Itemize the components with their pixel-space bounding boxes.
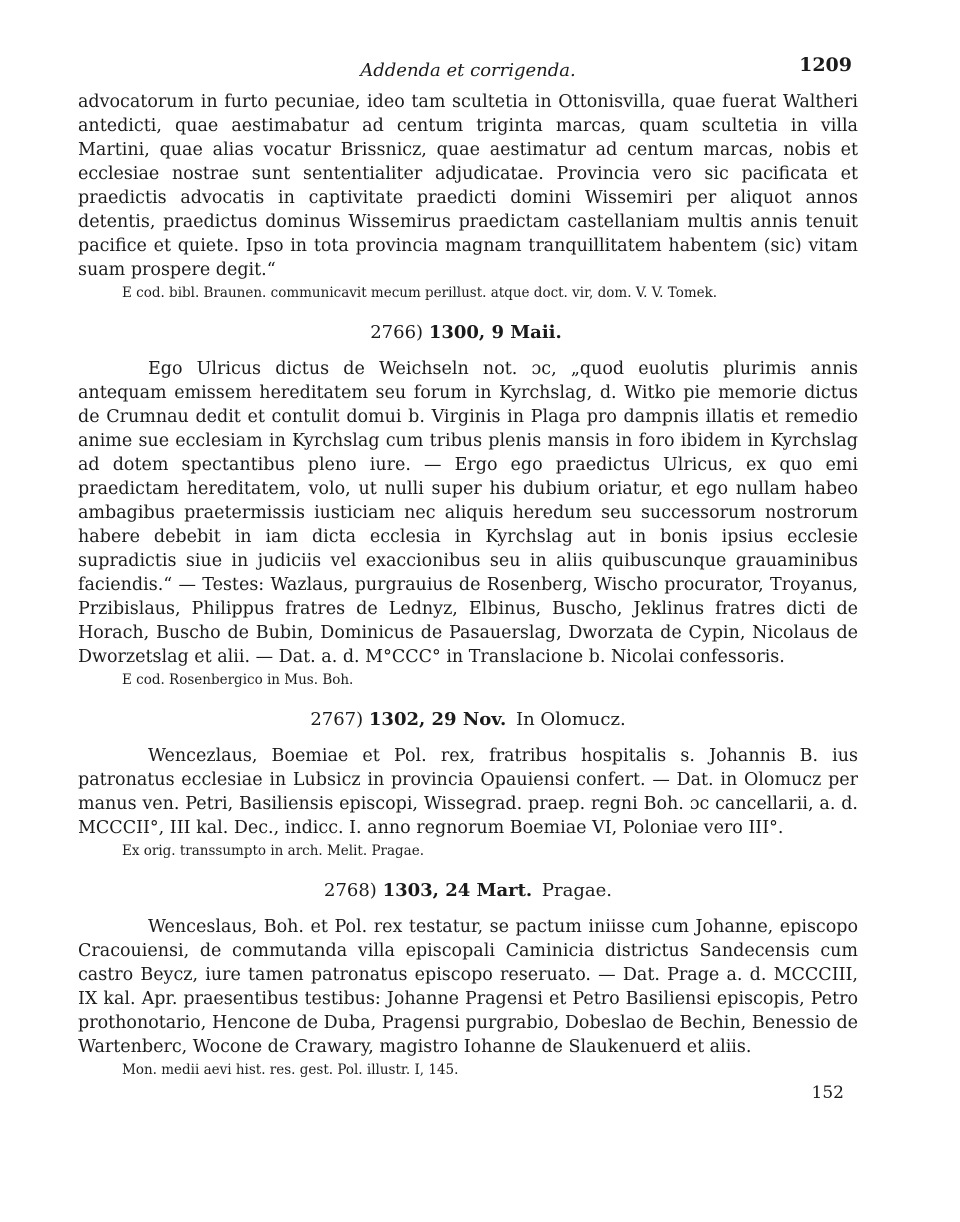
document-source-note: Ex orig. transsumpto in arch. Melit. Pragae. [122, 843, 424, 859]
document-text: Ego Ulricus dictus de Weichseln not. ɔc, „quod euolutis plurimis annis antequam emissem hereditatem seu forum in Kyrchslag, d. Witko pie memorie dictus de Crumnau dedit et contulit domui b. Virginis in Plaga pro dampnis illatis et remedio anime sue ecclesiam in Kyrchslag cum tribus plenis mansis in foro ibidem in Kyrchslag ad dotem spectantibus pleno iure. — Ergo ego praedictus Ulricus, ex quo emi praedictam hereditatem, volo, ut nulli super his dubium oriatur, et ego nullam habeo ambagibus praetermissis iusticiam nec aliquis heredum seu successorum nostrorum habere debebit in iam dicta ecclesia in Kyrchslag aut in bonis ipsius ecclesie supradictis siue in judiciis vel exaccionibus seu in aliis quibuscunque grauaminibus faciendis.“ — Testes: Wazlaus, purgrauius de Rosenberg, Wischo procurator, Troyanus, Przibislaus, Philippus fratres de Lednyz, Elbinus, Buscho, Jeklinus fratres dicti de Horach, Buscho de Bubin, Dominicus de Pasauerslag, Dworzata de Cypin, Nicolaus de Dworzetslag et alii. — Dat. a. d. M°CCC° in Translacione b. Nicolai confessoris. [78, 359, 858, 667]
document-date: 1300, 9 Maii. [428, 322, 562, 343]
document-place: Pragae. [541, 880, 612, 901]
document-number: 2768) [324, 880, 377, 901]
document-source-note: E cod. Rosenbergico in Mus. Boh. [122, 672, 354, 688]
running-title: Addenda et corrigenda. [360, 60, 576, 81]
intro-paragraph: advocatorum in furto pecuniae, ideo tam scultetia in Ottonisvilla, quae fuerat Waltheri antedicti, quae aestimabatur ad centum triginta marcas, quam scultetia in villa Martini, quae alias vocatur Brissnicz, quae aestimatur ad centum marcas, nobis et ecclesiae nostrae sunt sententialiter adjudicatae. Provincia vero sic pacificata et praedictis advocatis in captivitate praedicti domini Wissemiri per aliquot annos detentis, praedictus dominus Wissemirus praedictam castellaniam multis annis tenuit pacifice et quiete. Ipso in tota provincia magnam tranquillitatem habentem (sic) vitam suam prospere degit.“ [78, 92, 858, 280]
document-heading [78, 321, 858, 345]
running-head [78, 50, 858, 86]
document-heading [78, 708, 858, 732]
document-number: 2767) [310, 709, 364, 730]
document-number: 2766) [370, 322, 424, 343]
document-place: In Olomucz. [515, 709, 626, 730]
document-entry [78, 879, 858, 1080]
document-entry [78, 321, 858, 690]
document-entry [78, 708, 858, 861]
document-text: Wencezlaus, Boemiae et Pol. rex, fratribus hospitalis s. Johannis B. ius patronatus ecclesiae in Lubsicz in provincia Opauiensi confert. — Dat. in Olomucz per manus ven. Petri, Basiliensis episcopi, Wissegrad. praep. regni Boh. ɔc cancellarii, a. d. MCCCII°, III kal. Dec., indicc. I. anno regnorum Boemiae VI, Poloniae vero III°. [78, 746, 858, 838]
document-text: Wenceslaus, Boh. et Pol. rex testatur, se pactum iniisse cum Johanne, episcopo Cracouiensi, de commutanda villa episcopali Caminicia districtus Sandecensis cum castro Beycz, iure tamen patronatus episcopo reseruato. — Dat. Prage a. d. MCCCIII, IX kal. Apr. praesentibus testibus: Johanne Pragensi et Petro Basiliensi episcopis, Petro prothonotario, Hencone de Duba, Pragensi purgrabio, Dobeslao de Bechin, Benessio de Wartenberc, Wocone de Crawary, magistro Iohanne de Slaukenuerd et aliis. [78, 917, 858, 1057]
intro-source-note: E cod. bibl. Braunen. communicavit mecum perillust. atque doct. vir, dom. V. V. Tomek. [122, 285, 718, 301]
document-date: 1303, 24 Mart. [382, 880, 533, 901]
page-body [78, 50, 858, 1080]
page-number: 1209 [799, 54, 852, 76]
signature-mark: 152 [811, 1083, 844, 1103]
document-date: 1302, 29 Nov. [368, 709, 507, 730]
document-heading [78, 879, 858, 903]
document-source-note: Mon. medii aevi hist. res. gest. Pol. illustr. I, 145. [122, 1062, 459, 1078]
